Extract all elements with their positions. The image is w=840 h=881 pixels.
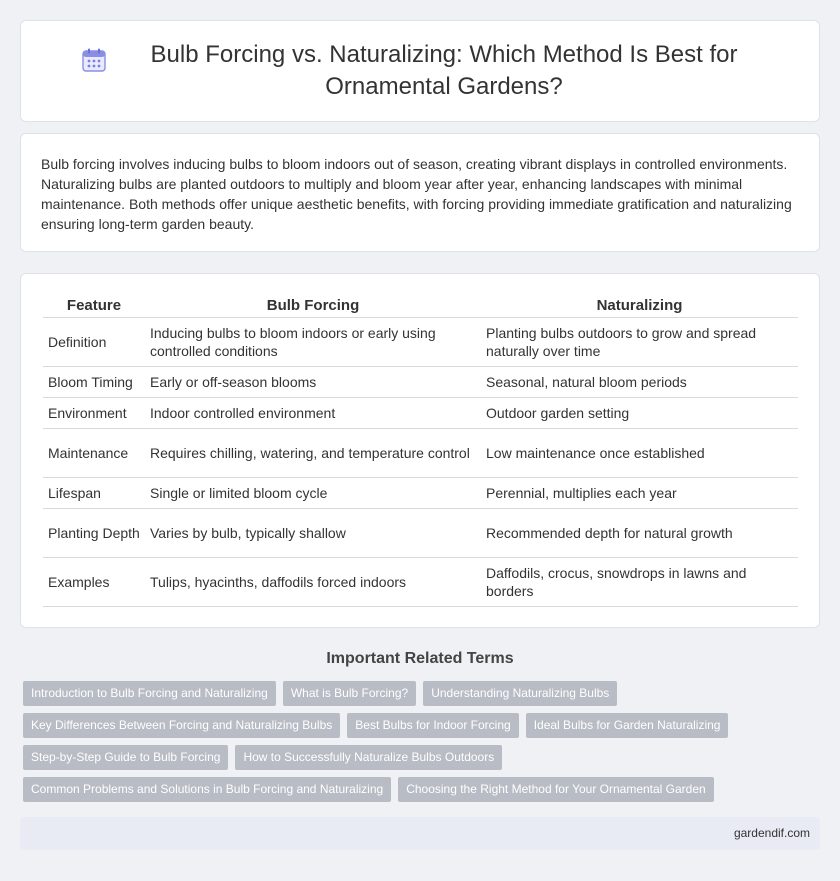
table-cell: Recommended depth for natural growth xyxy=(481,509,798,558)
table-cell: Seasonal, natural bloom periods xyxy=(481,367,798,398)
table-row xyxy=(43,509,798,558)
table-cell: Single or limited bloom cycle xyxy=(145,478,481,509)
related-term-tag[interactable]: What is Bulb Forcing? xyxy=(283,681,416,706)
related-term-tag[interactable]: Common Problems and Solutions in Bulb Forcing and Naturalizing xyxy=(23,777,391,802)
page-title: Bulb Forcing vs. Naturalizing: Which Method Is Best for Ornamental Gardens? xyxy=(150,41,738,100)
table-cell: Inducing bulbs to bloom indoors or early using controlled conditions xyxy=(145,318,481,367)
table-row xyxy=(43,398,798,429)
related-term-tag[interactable]: Step-by-Step Guide to Bulb Forcing xyxy=(23,745,228,770)
comparison-table-card xyxy=(20,273,820,628)
related-term-tag[interactable]: Understanding Naturalizing Bulbs xyxy=(423,681,617,706)
header-feature: Feature xyxy=(43,296,145,318)
table-cell: Early or off-season blooms xyxy=(145,367,481,398)
table-cell: Environment xyxy=(43,398,145,429)
related-term-tag[interactable]: Ideal Bulbs for Garden Naturalizing xyxy=(526,713,729,738)
table-row xyxy=(43,318,798,367)
table-row xyxy=(43,478,798,509)
table-cell: Maintenance xyxy=(43,429,145,478)
related-terms-title: Important Related Terms xyxy=(326,650,514,667)
table-cell: Low maintenance once established xyxy=(481,429,798,478)
footer xyxy=(20,817,820,850)
related-terms-list xyxy=(23,681,823,809)
table-cell: Daffodils, crocus, snowdrops in lawns and borders xyxy=(481,558,798,607)
footer-site-link[interactable]: gardendif.com xyxy=(733,826,810,840)
intro-text: Bulb forcing involves inducing bulbs to bloom indoors out of season, creating vibrant displays in controlled environments. Naturalizing bulbs are planted outdoors to multiply and bloom year after year, enhancing landscapes with minimal maintenance. Both methods offer unique aesthetic benefits, with forcing providing immediate gratification and naturalizing ensuring long-term garden beauty. xyxy=(41,156,792,232)
table-cell: Planting bulbs outdoors to grow and spread naturally over time xyxy=(481,318,798,367)
table-row xyxy=(43,429,798,478)
table-cell: Requires chilling, watering, and temperature control xyxy=(145,429,481,478)
table-cell: Definition xyxy=(43,318,145,367)
related-term-tag[interactable]: Introduction to Bulb Forcing and Naturalizing xyxy=(23,681,276,706)
tag-row xyxy=(23,713,823,738)
table-cell: Outdoor garden setting xyxy=(481,398,798,429)
related-term-tag[interactable]: Best Bulbs for Indoor Forcing xyxy=(347,713,518,738)
table-cell: Planting Depth xyxy=(43,509,145,558)
tag-row xyxy=(23,681,823,706)
header-bulb-forcing: Bulb Forcing xyxy=(145,296,481,318)
calendar-icon xyxy=(81,47,107,73)
tag-row xyxy=(23,745,823,770)
header-naturalizing: Naturalizing xyxy=(481,296,798,318)
table-cell: Varies by bulb, typically shallow xyxy=(145,509,481,558)
intro-card xyxy=(20,133,820,252)
title-wrap xyxy=(21,21,819,121)
table-cell: Examples xyxy=(43,558,145,607)
table-header-row xyxy=(43,296,798,318)
table-cell: Tulips, hyacinths, daffodils forced indoors xyxy=(145,558,481,607)
tag-row xyxy=(23,777,823,802)
table-cell: Indoor controlled environment xyxy=(145,398,481,429)
related-term-tag[interactable]: Choosing the Right Method for Your Ornamental Garden xyxy=(398,777,714,802)
header-card xyxy=(20,20,820,122)
table-cell: Bloom Timing xyxy=(43,367,145,398)
related-term-tag[interactable]: Key Differences Between Forcing and Naturalizing Bulbs xyxy=(23,713,340,738)
table-cell: Lifespan xyxy=(43,478,145,509)
table-row xyxy=(43,558,798,607)
comparison-table xyxy=(43,296,798,607)
related-term-tag[interactable]: How to Successfully Naturalize Bulbs Outdoors xyxy=(235,745,502,770)
table-cell: Perennial, multiplies each year xyxy=(481,478,798,509)
table-row xyxy=(43,367,798,398)
